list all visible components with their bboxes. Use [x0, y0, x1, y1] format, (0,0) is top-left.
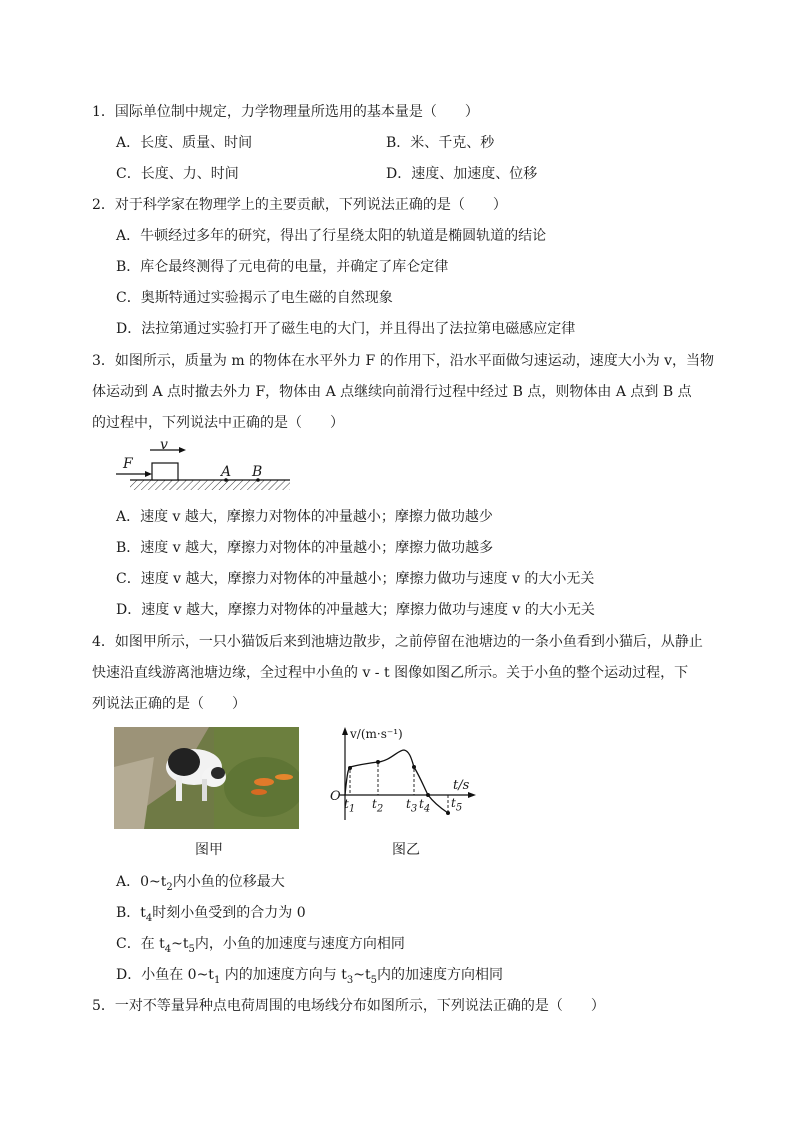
vt-origin: O — [330, 789, 341, 804]
q1-option-c: C．长度、力、时间 — [116, 166, 239, 182]
q2-option-c: C．奥斯特通过实验揭示了电生磁的自然现象 — [116, 290, 393, 306]
vt-curve — [345, 750, 448, 813]
q2-option-d: D．法拉第通过实验打开了磁生电的大门，并且得出了法拉第电磁感应定律 — [116, 321, 576, 337]
q2-option-a: A．牛顿经过多年的研究，得出了行星绕太阳的轨道是椭圆轨道的结论 — [116, 228, 547, 244]
label-f: F — [123, 456, 133, 472]
question-2-stem: 2．对于科学家在物理学上的主要贡献，下列说法正确的是（ ） — [92, 197, 507, 213]
point-t1 — [348, 766, 352, 770]
label-v: v — [160, 437, 168, 453]
question-3-stem-line-1: 3．如图所示，质量为 m 的物体在水平外力 F 的作用下，沿水平面做匀速运动，速度大小为 v，当物 — [92, 353, 715, 369]
tick-t3: $t_3$ — [406, 797, 418, 815]
label-b: B — [252, 464, 263, 480]
q3-figure — [110, 436, 300, 496]
vt-xlabel: t/s — [453, 778, 470, 793]
question-3-stem-line-3: 的过程中，下列说法中正确的是（ ） — [92, 415, 344, 431]
question-5-stem: 5．一对不等量异种点电荷周围的电场线分布如图所示，下列说法正确的是（ ） — [92, 998, 605, 1014]
q3-option-a: A．速度 v 越大，摩擦力对物体的冲量越小；摩擦力做功越少 — [116, 509, 493, 525]
tick-t2: $t_2$ — [372, 797, 384, 815]
q3-option-d: D．速度 v 越大，摩擦力对物体的冲量越大；摩擦力做功与速度 v 的大小无关 — [116, 602, 595, 618]
question-4-stem-line-1: 4．如图甲所示，一只小猫饭后来到池塘边散步，之前停留在池塘边的一条小鱼看到小猫后，从静止 — [92, 634, 703, 650]
q4-option-d: D．小鱼在 $0\sim t_1$ 内的加速度方向与 $t_3\sim t_5$内的加速度方向相同 — [116, 967, 503, 986]
cat-fish-photo — [114, 727, 299, 829]
ground-hatching — [130, 480, 290, 490]
vt-ylabel: v/(m·s⁻¹) — [350, 727, 403, 741]
q2-option-b: B．库仑最终测得了元电荷的电量，并确定了库仑定律 — [116, 259, 449, 275]
q3-option-c: C．速度 v 越大，摩擦力对物体的冲量越小；摩擦力做功与速度 v 的大小无关 — [116, 571, 595, 587]
caption-figure-a: 图甲 — [195, 842, 223, 858]
q4-option-a: A．$0\sim t_2$内小鱼的位移最大 — [116, 874, 285, 893]
tick-t5: $t_5$ — [451, 796, 463, 814]
q3-option-b: B．速度 v 越大，摩擦力对物体的冲量越小；摩擦力做功越多 — [116, 540, 494, 556]
block — [152, 463, 178, 480]
q1-option-d: D．速度、加速度、位移 — [386, 166, 538, 182]
q1-option-a: A．长度、质量、时间 — [116, 135, 253, 151]
question-1-stem: 1．国际单位制中规定，力学物理量所选用的基本量是（ ） — [92, 104, 479, 120]
q4-option-b: B．$t_4$时刻小鱼受到的合力为 0 — [116, 905, 306, 924]
q4-option-c: C．在 $t_4\sim t_5$内，小鱼的加速度与速度方向相同 — [116, 936, 405, 955]
point-t5 — [446, 811, 450, 815]
point-t2 — [376, 760, 380, 764]
tick-t1: $t_1$ — [344, 797, 356, 815]
question-4-stem-line-2: 快速沿直线游离池塘边缘，全过程中小鱼的 v - t 图像如图乙所示。关于小鱼的整个运动过程，下 — [92, 665, 689, 681]
tick-t4: $t_4$ — [419, 797, 431, 815]
caption-figure-b: 图乙 — [392, 842, 420, 858]
question-4-stem-line-3: 列说法正确的是（ ） — [92, 696, 246, 712]
label-a: A — [221, 464, 232, 480]
point-t3 — [412, 765, 416, 769]
question-3-stem-line-2: 体运动到 A 点时撤去外力 F，物体由 A 点继续向前滑行过程中经过 B 点，则物体由 A 点到 B 点 — [92, 384, 692, 400]
q1-option-b: B．米、千克、秒 — [386, 135, 495, 151]
